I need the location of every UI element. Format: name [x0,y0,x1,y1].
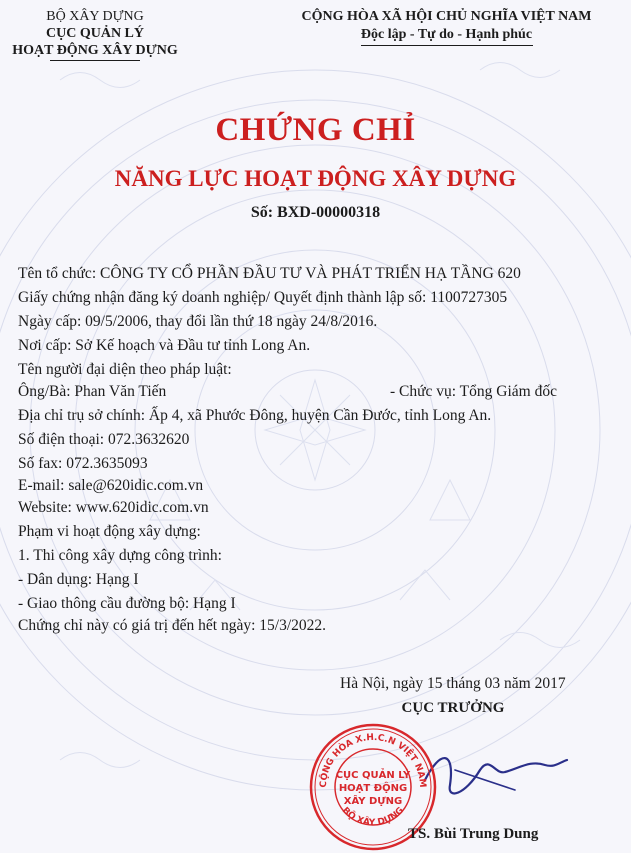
certificate-title: CHỨNG CHỈ [215,112,416,148]
seal-outer-text: CỘNG HÒA X.H.C.N VIỆT NAM [318,732,428,788]
fax-number: Số fax: 072.3635093 [18,455,148,472]
head-office-address: Địa chỉ trụ sở chính: Ấp 4, xã Phước Đông, huyện Cần Đước, tỉnh Long An. [18,407,492,424]
seal-line-1: CỤC QUẢN LÝ [335,770,411,781]
seal-line-2: HOẠT ĐỘNG [338,783,408,794]
representative-role: - Chức vụ: Tổng Giám đốc [390,383,557,400]
representative-label: Tên người đại diện theo pháp luật: [18,361,232,378]
department-name-line2: HOẠT ĐỘNG XÂY DỰNG [12,43,178,58]
issuer-header [0,8,190,61]
country-name: CỘNG HÒA XÃ HỘI CHỦ NGHĨA VIỆT NAM [301,9,592,24]
website-address: Website: www.620idic.com.vn [18,499,209,516]
seal-line-3: XÂY DỰNG [343,796,403,807]
signer-name: TS. Bùi Trung Dung [408,826,539,842]
issued-by: Nơi cấp: Sở Kế hoạch và Đầu tư tỉnh Long An. [18,337,311,354]
validity-date: Chứng chỉ này có giá trị đến hết ngày: 15/3/2022. [18,617,327,634]
ministry-name: BỘ XÂY DỰNG [46,9,144,24]
scope-civil-grade: - Dân dụng: Hạng I [18,571,139,588]
national-header [262,8,631,46]
phone-number: Số điện thoại: 072.3632620 [18,431,190,448]
registration-number: Giấy chứng nhận đăng ký doanh nghiệp/ Quyết định thành lập số: 1100727305 [18,289,508,306]
certificate-number: Số: BXD-00000318 [250,204,381,221]
chief-title: CỤC TRƯỞNG [401,700,505,716]
organization-name: Tên tổ chức: CÔNG TY CỔ PHẦN ĐẦU TƯ VÀ PHÁT TRIỂN HẠ TẦNG 620 [18,265,521,282]
seal-bottom-text: BỘ XÂY DỰNG [339,805,407,829]
motto-divider [361,45,533,46]
representative-name: Ông/Bà: Phan Văn Tiến [18,383,167,400]
scope-road-grade: - Giao thông cầu đường bộ: Hạng I [18,595,236,612]
department-name-line1: CỤC QUẢN LÝ [46,26,144,41]
scope-label: Phạm vi hoạt động xây dựng: [18,523,201,540]
certificate-subtitle: NĂNG LỰC HOẠT ĐỘNG XÂY DỰNG [114,166,517,191]
email-address: E-mail: sale@620idic.com.vn [18,477,204,494]
issued-date: Ngày cấp: 09/5/2006, thay đổi lần thứ 18 ngày 24/8/2016. [18,313,378,330]
place-and-date: Hà Nội, ngày 15 tháng 03 năm 2017 [340,675,566,692]
national-motto: Độc lập - Tự do - Hạnh phúc [360,27,533,42]
scope-item-construction: 1. Thi công xây dựng công trình: [18,547,222,564]
issuer-divider [50,60,140,61]
